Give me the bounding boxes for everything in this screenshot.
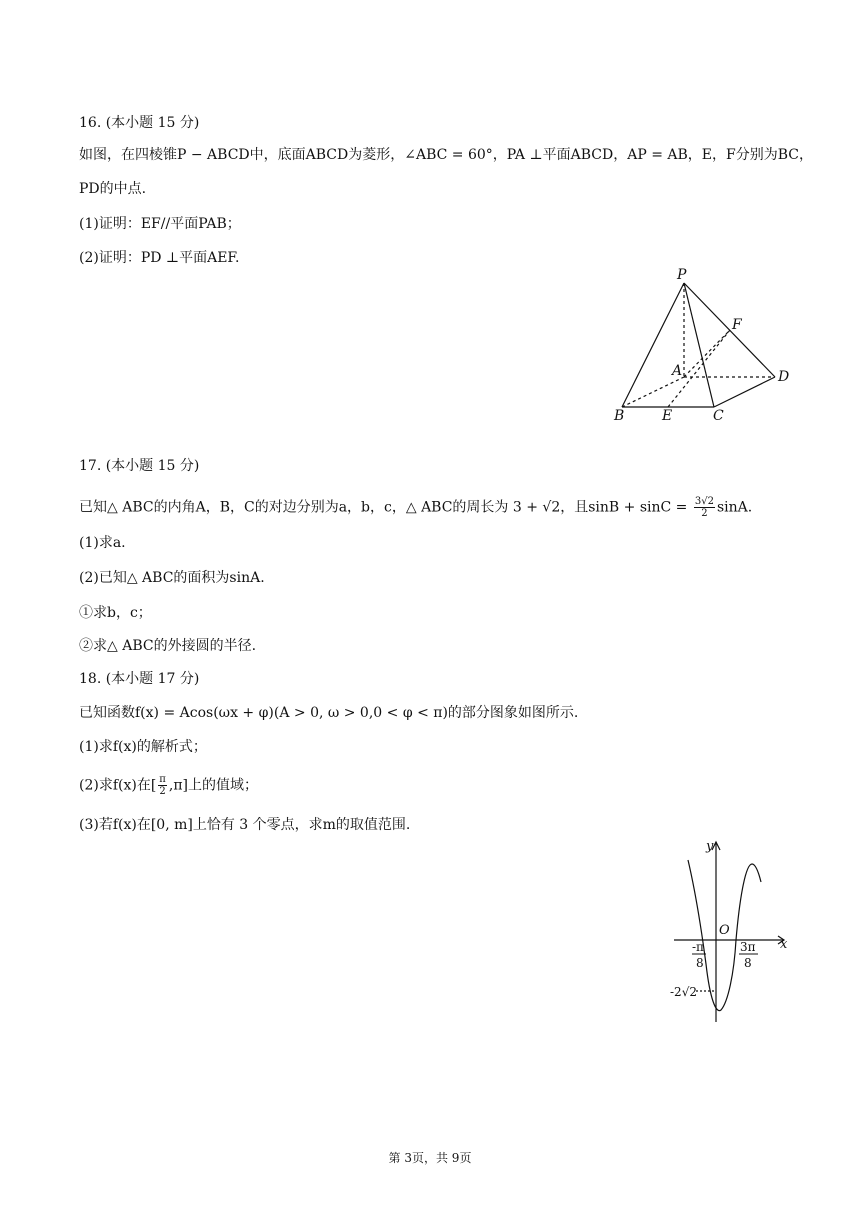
label-A: A bbox=[672, 363, 683, 379]
label-B: B bbox=[614, 408, 625, 424]
q18-part2-fraction bbox=[158, 774, 167, 797]
axis-y-label: y bbox=[706, 839, 714, 854]
q16-part2: (2)证明：PD ⊥平面AEF. bbox=[79, 250, 240, 266]
q18-header: 18. (本小题 17 分) bbox=[79, 671, 200, 687]
origin-label: O bbox=[719, 923, 730, 938]
q16-part1: (1)证明：EF//平面PAB； bbox=[79, 216, 241, 232]
cosine-graph-figure bbox=[666, 834, 796, 1029]
q17-fraction bbox=[694, 496, 715, 519]
q16-stem-line1: 如图，在四棱锥P − ABCD中，底面ABCD为菱形，∠ABC = 60°，PA ⊥平面ABCD，AP = AB，E，F分别为BC， bbox=[79, 147, 813, 163]
label-E: E bbox=[662, 408, 673, 424]
q18-part2 bbox=[79, 774, 258, 797]
label-D: D bbox=[778, 369, 790, 385]
q17-frac-num: 3√2 bbox=[694, 496, 714, 507]
q17-stem-pre: 已知△ ABC的内角A，B，C的对边分别为a，b，c，△ ABC的周长为 3 + √2，且sinB + sinC = bbox=[79, 499, 692, 516]
q17-part1: (1)求a. bbox=[79, 535, 126, 551]
page-footer: 第 3页，共 9页 bbox=[388, 1151, 472, 1165]
label-C: C bbox=[713, 408, 724, 424]
tick-3pi-8-num: 3π bbox=[740, 940, 756, 954]
label-P: P bbox=[677, 267, 687, 283]
q18-stem: 已知函数f(x) = Acos(ωx + φ)(A > 0, ω > 0,0 < φ < π)的部分图象如图所示. bbox=[79, 705, 579, 721]
q17-stem-post: sinA. bbox=[716, 499, 753, 516]
q18-part3: (3)若f(x)在[0, m]上恰有 3 个零点，求m的取值范围. bbox=[79, 817, 411, 833]
q18-part2-pre: (2)求f(x)在[ bbox=[79, 777, 157, 794]
q17-stem bbox=[79, 496, 752, 519]
min-value-label: -2√2 bbox=[670, 985, 697, 999]
tick-3pi-8-den: 8 bbox=[744, 956, 752, 970]
pyramid-figure bbox=[600, 265, 810, 425]
tick-neg-pi-8-den: 8 bbox=[696, 956, 704, 970]
q17-frac-den: 2 bbox=[701, 508, 708, 519]
q18-part2-post: ,π]上的值域； bbox=[168, 777, 258, 794]
q17-sub2: ②求△ ABC的外接圆的半径. bbox=[79, 638, 257, 654]
q18-part1: (1)求f(x)的解析式； bbox=[79, 739, 207, 755]
q16-header: 16. (本小题 15 分) bbox=[79, 115, 200, 131]
q18-part2-frac-num: π bbox=[159, 774, 166, 785]
q17-header: 17. (本小题 15 分) bbox=[79, 458, 200, 474]
q18-part2-frac-den: 2 bbox=[159, 786, 166, 797]
tick-neg-pi-8-num: -π bbox=[692, 940, 704, 954]
q17-sub1: ①求b，c； bbox=[79, 605, 152, 621]
axis-x-label: x bbox=[780, 937, 788, 952]
q16-stem-line2: PD的中点. bbox=[79, 181, 147, 197]
label-F: F bbox=[732, 317, 742, 333]
q17-part2: (2)已知△ ABC的面积为sinA. bbox=[79, 570, 265, 586]
